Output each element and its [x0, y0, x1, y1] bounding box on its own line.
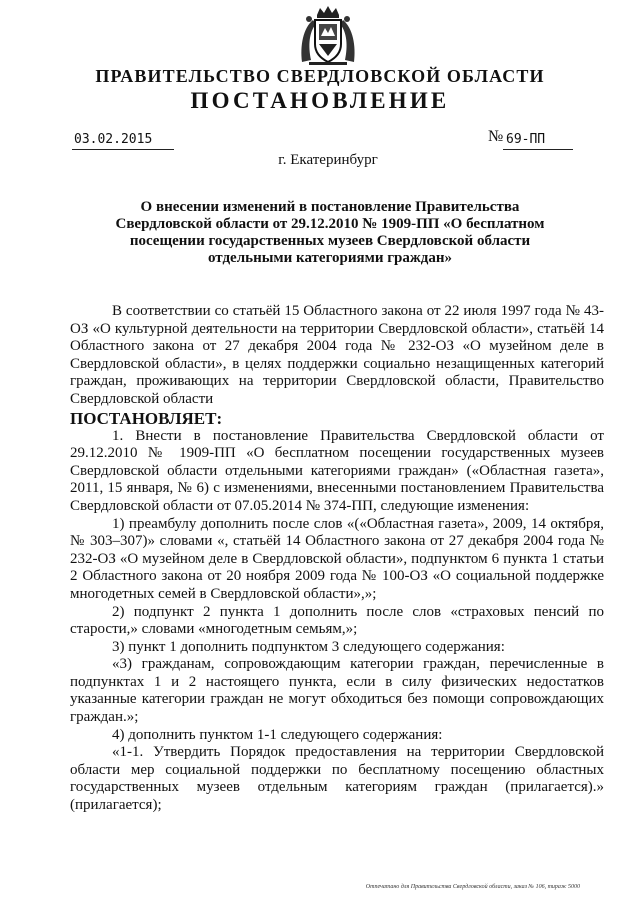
- document-number: 69-ПП: [506, 132, 546, 147]
- body-paragraph: 1. Внести в постановление Правительства Свердловской области от 29.12.2010 № 1909-ПП «О бесплатном посещении государственных музеев Свердловской области отдельными категориями граждан» («Областная газета», 2011, 15 января, № 6) с изменениями, внесенными постановлением Правительства Свердловской области от 07.05.2014 № 374-ПП, следующие изменения:: [70, 427, 604, 514]
- resolves-heading: ПОСТАНОВЛЯЕТ:: [70, 408, 223, 428]
- body-paragraph: «3) гражданам, сопровождающим категории граждан, перечисленные в подпунктах 1 и 2 настоящего пункта, если в силу физических недостатков указанные категории граждан не могут обходиться без помощи сопровождающих граждан.»;: [70, 656, 604, 726]
- body-paragraph: 4) дополнить пунктом 1-1 следующего содержания:: [112, 726, 443, 743]
- print-footer: Отпечатано для Правительства Свердловской области, заказ № 106, тираж 5000: [365, 884, 580, 890]
- body-paragraph: 1) преамбулу дополнить после слов «(«Областная газета», 2009, 14 октября, № 303–307)» словами «, статьёй 14 Областного закона от 27 декабря 2004 года № 232-ОЗ «О музейном деле в Свердловской области», подпунктом 6 пункта 1 статьи 2 Областного закона от 20 ноября 2009 года № 100-ОЗ «О социальной поддержке многодетных семей в Свердловской области»,»;: [70, 515, 604, 602]
- document-type: ПОСТАНОВЛЕНИЕ: [190, 88, 450, 113]
- number-label: №: [488, 128, 504, 145]
- document-date: 03.02.2015: [74, 132, 153, 147]
- body-paragraph: 2) подпункт 2 пункта 1 дополнить после слов «страховых пенсий по старости,» словами «многодетным семьям,»;: [70, 603, 604, 638]
- date-underline: [72, 149, 174, 150]
- preamble-paragraph: В соответствии со статьёй 15 Областного закона от 22 июля 1997 года № 43-ОЗ «О культурной деятельности на территории Свердловской области», статьёй 14 Областного закона от 27 декабря 2004 года № 232-ОЗ «О музейном деле в Свердловской области», в целях поддержки социально незащищенных категорий граждан, проживающих на территории Свердловской области, Правительство Свердловской области: [70, 303, 604, 407]
- document-city: г. Екатеринбург: [278, 152, 378, 168]
- coat-of-arms-icon: [299, 6, 357, 66]
- document-body: [70, 303, 604, 815]
- body-paragraph: 3) пункт 1 дополнить подпунктом 3 следующего содержания:: [112, 638, 505, 655]
- document-title: О внесении изменений в постановление Правительства Свердловской области от 29.12.2010 № 1909-ПП «О бесплатном посещении государственных музеев Свердловской области отдельными категориями граждан»: [115, 199, 545, 266]
- body-paragraph: «1-1. Утвердить Порядок предоставления на территории Свердловской области мер социальной поддержки по бесплатному посещению областных государственных музеев отдельным категориям граждан (прилагается).» (прилагается);: [70, 744, 604, 814]
- number-underline: [503, 149, 573, 150]
- government-name: ПРАВИТЕЛЬСТВО СВЕРДЛОВСКОЙ ОБЛАСТИ: [95, 66, 545, 86]
